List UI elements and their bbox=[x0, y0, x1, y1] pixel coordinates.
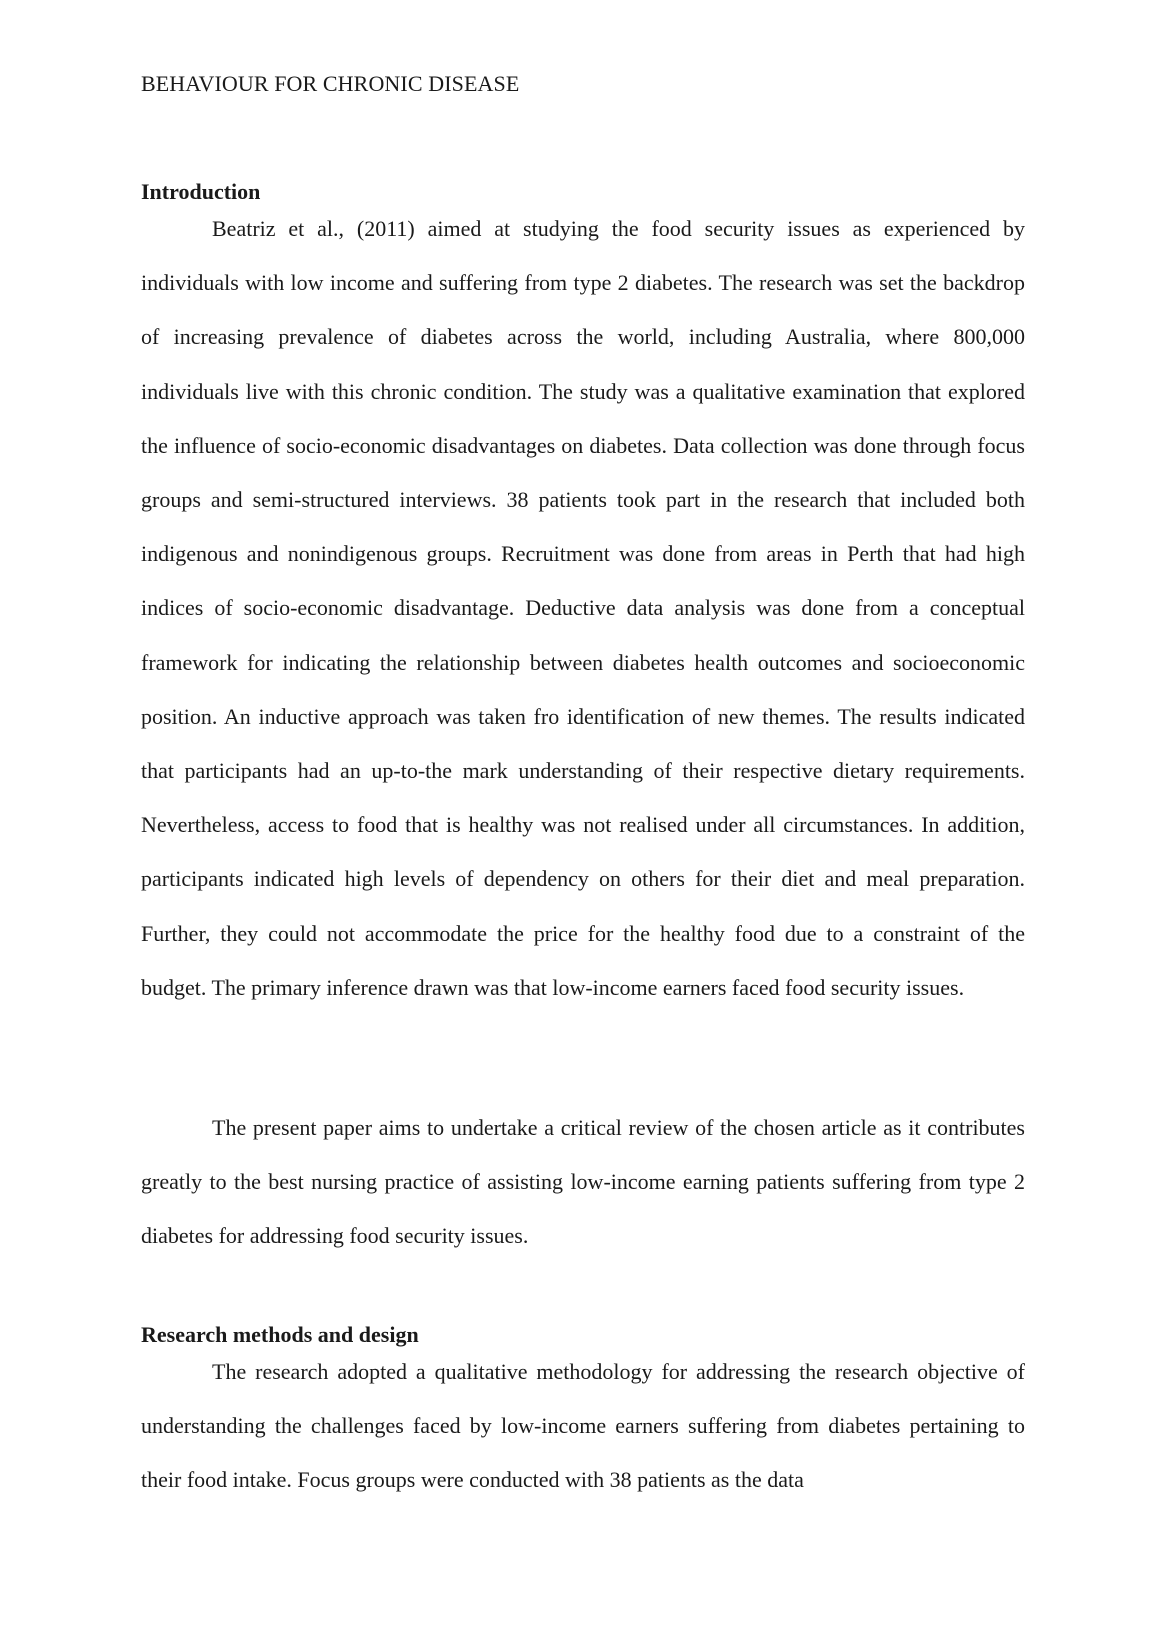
section-heading-introduction: Introduction bbox=[141, 179, 261, 204]
research-methods-paragraph-1: The research adopted a qualitative methodology for addressing the research objective of understanding the challenges faced by low-income earners suffering from diabetes pertaining to their food intake. Focus groups were conducted with 38 patients as the data bbox=[141, 1359, 1025, 1493]
introduction-paragraph-1: Beatriz et al., (2011) aimed at studying the food security issues as experienced by individuals with low income and suffering from type 2 diabetes. The research was set the backdrop of increasing prevalence of diabetes across the world, including Australia, where 800,000 individuals live with this chronic condition. The study was a qualitative examination that explored the influence of socio-economic disadvantages on diabetes. Data collection was done through focus groups and semi-structured interviews. 38 patients took part in the research that included both indigenous and nonindigenous groups. Recruitment was done from areas in Perth that had high indices of socio-economic disadvantage. Deductive data analysis was done from a conceptual framework for indicating the relationship between diabetes health outcomes and socioeconomic position. An inductive approach was taken fro identification of new themes. The results indicated that participants had an up-to-the mark understanding of their respective dietary requirements. Nevertheless, access to food that is healthy was not realised under all circumstances. In addition, participants indicated high levels of dependency on others for their diet and meal preparation. Further, they could not accommodate the price for the healthy food due to a constraint of the budget. The primary inference drawn was that low-income earners faced food security issues. bbox=[141, 216, 1025, 1000]
section-heading-research-methods: Research methods and design bbox=[141, 1322, 419, 1347]
introduction-paragraph-2: The present paper aims to undertake a critical review of the chosen article as it contributes greatly to the best nursing practice of assisting low-income earning patients suffering from type 2 diabetes for addressing food security issues. bbox=[141, 1115, 1025, 1249]
running-head: BEHAVIOUR FOR CHRONIC DISEASE bbox=[141, 71, 520, 96]
